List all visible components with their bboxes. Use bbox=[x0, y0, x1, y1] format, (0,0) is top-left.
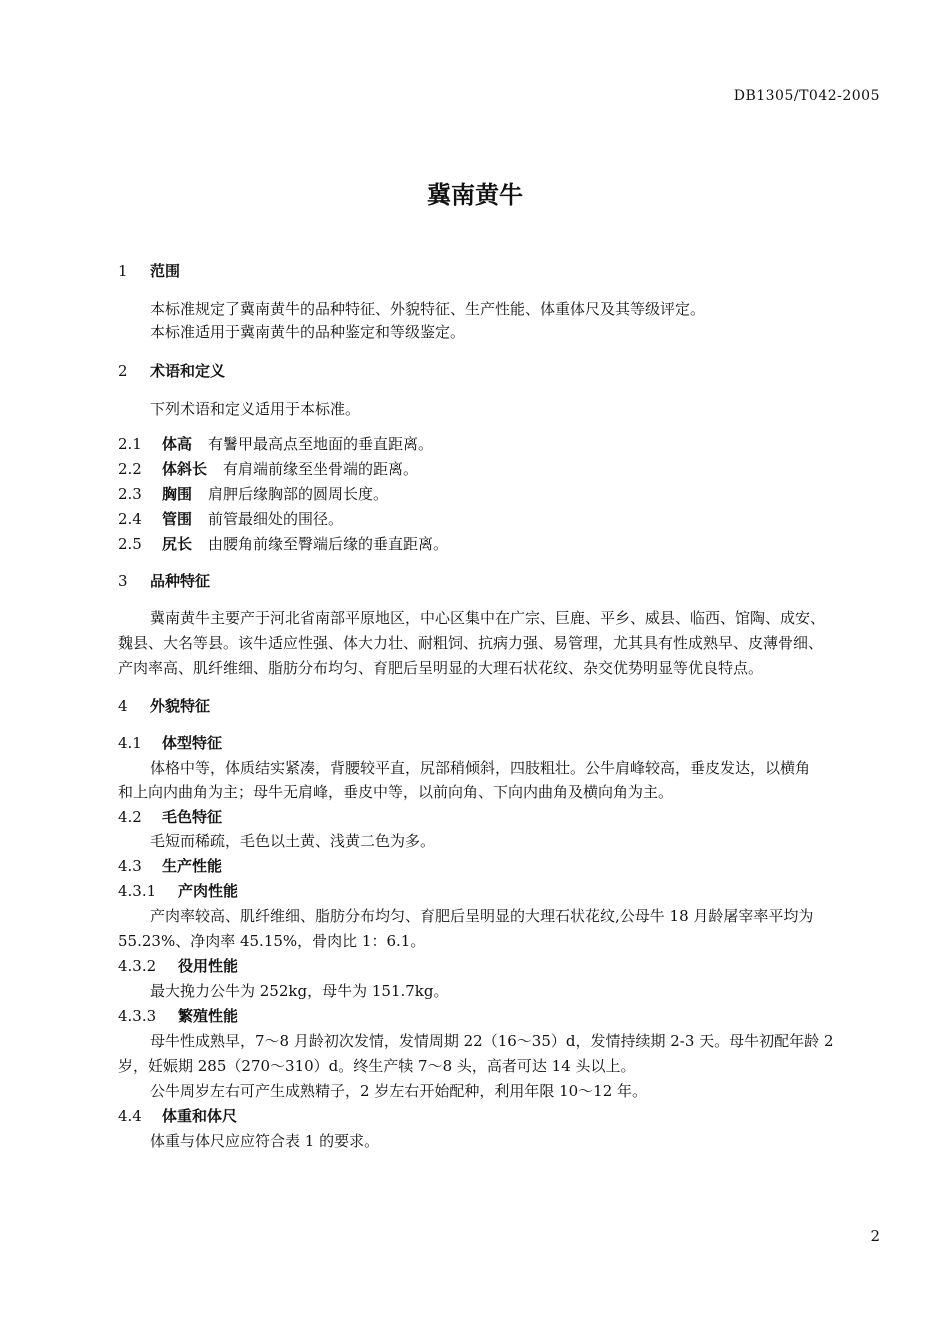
subsection-4-3-3-line: 岁，妊娠期 285（270～310）d。终生产犊 7～8 头，高者可达 14 头以上。 bbox=[118, 1057, 636, 1075]
section-4-heading: 4 外貌特征 bbox=[118, 697, 211, 715]
section-2-heading: 2 术语和定义 bbox=[118, 362, 226, 380]
section-1-paragraph: 本标准适用于冀南黄牛的品种鉴定和等级鉴定。 bbox=[150, 323, 466, 341]
section-3-line: 冀南黄牛主要产于河北省南部平原地区，中心区集中在广宗、巨鹿、平乡、威县、临西、馆陶、成安、 bbox=[150, 609, 826, 627]
subsection-4-1-line: 和上向内曲角为主；母牛无肩峰，垂皮中等，以前向角、下向内曲角及横向角为主。 bbox=[118, 783, 674, 801]
subsection-4-4-line: 体重与体尺应应符合表 1 的要求。 bbox=[150, 1132, 380, 1150]
subsection-4-3-heading: 4.3 生产性能 bbox=[118, 857, 223, 875]
section-3-heading: 3 品种特征 bbox=[118, 572, 211, 590]
subsection-4-3-3-line: 公牛周岁左右可产生成熟精子，2 岁左右开始配种，利用年限 10～12 年。 bbox=[150, 1082, 648, 1100]
definition-item: 2.3 胸围 肩胛后缘胸部的圆周长度。 bbox=[118, 485, 389, 503]
section-1-heading: 1 范围 bbox=[118, 262, 181, 280]
subsection-4-4-heading: 4.4 体重和体尺 bbox=[118, 1107, 238, 1125]
definition-item: 2.4 管围 前管最细处的围径。 bbox=[118, 510, 344, 528]
page-number: 2 bbox=[870, 1227, 880, 1245]
subsection-4-2-heading: 4.2 毛色特征 bbox=[118, 808, 223, 826]
section-1-paragraph: 本标准规定了冀南黄牛的品种特征、外貌特征、生产性能、体重体尺及其等级评定。 bbox=[150, 300, 706, 318]
subsection-4-3-3-heading: 4.3.3 繁殖性能 bbox=[118, 1007, 239, 1025]
subsection-4-3-1-line: 产肉率较高、肌纤维细、脂肪分布均匀、育肥后呈明显的大理石状花纹,公母牛 18 月龄屠宰率平均为 bbox=[150, 907, 814, 925]
document-code: DB1305/T042-2005 bbox=[733, 88, 880, 104]
definition-item: 2.5 尻长 由腰角前缘至臀端后缘的垂直距离。 bbox=[118, 535, 449, 553]
document-title: 冀南黄牛 bbox=[427, 181, 523, 209]
subsection-4-1-line: 体格中等，体质结实紧凑，背腰较平直，尻部稍倾斜，四肢粗壮。公牛肩峰较高，垂皮发达，以横角 bbox=[150, 759, 811, 777]
subsection-4-1-heading: 4.1 体型特征 bbox=[118, 734, 223, 752]
subsection-4-3-3-line: 母牛性成熟早，7～8 月龄初次发情，发情周期 22（16～35）d，发情持续期 2-3 天。母牛初配年龄 2 bbox=[150, 1032, 834, 1050]
definition-item: 2.2 体斜长 有肩端前缘至坐骨端的距离。 bbox=[118, 460, 419, 478]
subsection-4-3-2-heading: 4.3.2 役用性能 bbox=[118, 957, 239, 975]
subsection-4-3-1-heading: 4.3.1 产肉性能 bbox=[118, 882, 239, 900]
subsection-4-2-line: 毛短而稀疏，毛色以土黄、浅黄二色为多。 bbox=[150, 832, 436, 850]
definition-item: 2.1 体高 有鬐甲最高点至地面的垂直距离。 bbox=[118, 435, 434, 453]
section-3-line: 产肉率高、肌纤维细、脂肪分布均匀、育肥后呈明显的大理石状花纹、杂交优势明显等优良特点。 bbox=[118, 659, 764, 677]
section-3-line: 魏县、大名等县。该牛适应性强、体大力壮、耐粗饲、抗病力强、易管理，尤其具有性成熟早、皮薄骨细、 bbox=[118, 634, 824, 652]
subsection-4-3-2-line: 最大挽力公牛为 252kg，母牛为 151.7kg。 bbox=[150, 982, 449, 1000]
section-2-paragraph: 下列术语和定义适用于本标准。 bbox=[150, 400, 361, 418]
subsection-4-3-1-line: 55.23%、净肉率 45.15%，骨肉比 1：6.1。 bbox=[118, 932, 426, 950]
